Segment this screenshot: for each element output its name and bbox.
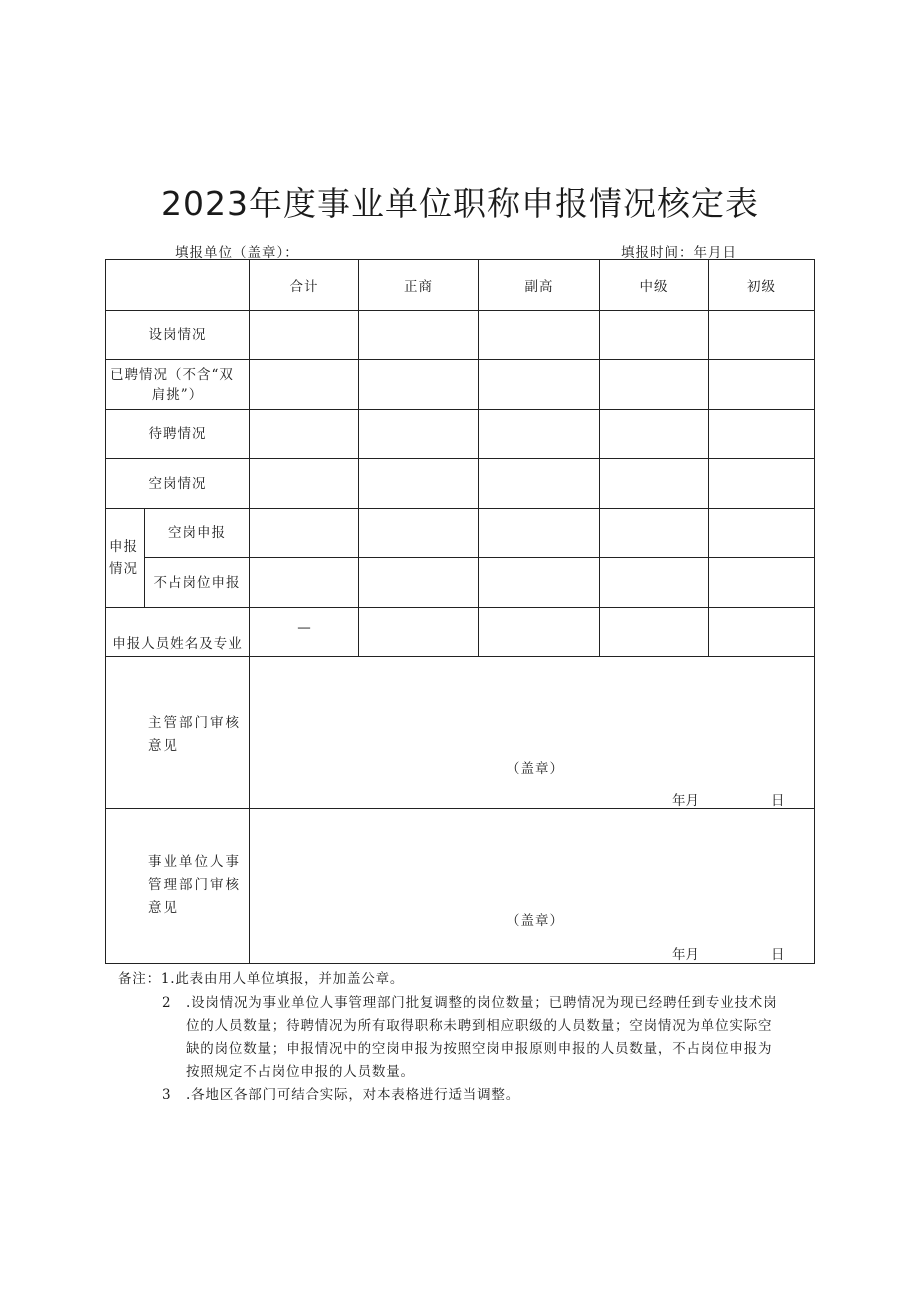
header-senior: 正商 (359, 260, 479, 311)
supervisor-opinion-line1: 主管部门审核 (148, 715, 241, 731)
hr-seal-label: （盖章） (506, 913, 564, 929)
hired-label-line1: 已聘情况（不含“双 (110, 366, 234, 383)
hr-opinion-line1: 事业单位人事 (148, 854, 241, 870)
table-cell[interactable] (600, 410, 709, 459)
header-row (106, 260, 815, 311)
header-intermediate: 中级 (600, 260, 709, 311)
table-cell[interactable] (359, 509, 479, 558)
applicants-total-dash: — (250, 608, 359, 657)
opinion-row-hr (106, 809, 815, 964)
table-cell[interactable] (600, 509, 709, 558)
opinion-row-supervisor (106, 657, 815, 809)
table-cell[interactable] (600, 311, 709, 360)
row-label-non-post-apply: 不占岗位申报 (145, 558, 250, 608)
table-cell[interactable] (479, 459, 600, 509)
table-cell[interactable] (479, 410, 600, 459)
supervisor-opinion-label (148, 712, 241, 758)
corner-cell (106, 260, 250, 311)
header-total: 合计 (250, 260, 359, 311)
header-junior: 初级 (709, 260, 815, 311)
table-cell[interactable] (600, 360, 709, 410)
table-cell[interactable] (709, 608, 815, 657)
hr-date-d: 日 (771, 947, 785, 963)
table-cell[interactable] (600, 459, 709, 509)
table-cell[interactable] (709, 459, 815, 509)
row-label-applicants: 申报人员姓名及专业 (106, 608, 250, 657)
row-label-hired (106, 360, 250, 410)
table-row (106, 558, 815, 608)
table-cell[interactable] (250, 410, 359, 459)
table-cell[interactable] (359, 360, 479, 410)
table-cell[interactable] (359, 558, 479, 608)
table-cell[interactable] (479, 608, 600, 657)
note-2-line2: 位的人员数量；待聘情况为所有取得职称未聘到相应职级的人员数量；空岗情况为单位实际空 (186, 1018, 773, 1034)
table-row (106, 608, 815, 657)
fill-unit-label: 填报单位（盖章）： (175, 245, 299, 261)
hired-label-line2: 肩挑”） (151, 386, 204, 403)
table-cell[interactable] (479, 311, 600, 360)
hr-opinion-line3: 意见 (148, 900, 179, 916)
table-row (106, 360, 815, 410)
note-2-number: 2 (162, 995, 172, 1011)
hr-opinion-label-cell (106, 809, 250, 964)
table-row (106, 410, 815, 459)
table-cell[interactable] (250, 459, 359, 509)
apply-group-line1: 申报 (109, 539, 138, 555)
table-cell[interactable] (359, 410, 479, 459)
table-cell[interactable] (250, 509, 359, 558)
row-label-set-posts: 设岗情况 (106, 311, 250, 360)
hr-opinion-area[interactable] (250, 809, 815, 964)
header-associate-senior: 副高 (479, 260, 600, 311)
row-label-vacant: 空岗情况 (106, 459, 250, 509)
table-cell[interactable] (250, 360, 359, 410)
table-cell[interactable] (359, 608, 479, 657)
note-2-line4: 按照规定不占岗位申报的人员数量。 (186, 1064, 415, 1080)
hr-date-ym: 年月 (672, 947, 699, 963)
row-label-apply-group (106, 509, 145, 608)
supervisor-opinion-line2: 意见 (148, 738, 179, 754)
table-cell[interactable] (359, 459, 479, 509)
note-2-line3: 缺的岗位数量；申报情况中的空岗申报为按照空岗申报原则申报的人员数量，不占岗位申报为 (186, 1041, 773, 1057)
supervisor-date-d: 日 (771, 793, 785, 809)
table-cell[interactable] (250, 311, 359, 360)
table-row (106, 459, 815, 509)
table-cell[interactable] (709, 311, 815, 360)
note-3-line1: .各地区各部门可结合实际，对本表格进行适当调整。 (186, 1087, 520, 1103)
table-cell[interactable] (479, 360, 600, 410)
supervisor-seal-label: （盖章） (506, 761, 564, 777)
fill-time-label: 填报时间：年月日 (621, 245, 737, 261)
table-cell[interactable] (709, 558, 815, 608)
supervisor-date-ym: 年月 (672, 793, 699, 809)
table-cell[interactable] (709, 410, 815, 459)
table-row (106, 311, 815, 360)
note-1: 备注：1.此表由用人单位填报，并加盖公章。 (118, 971, 405, 987)
table-cell[interactable] (250, 558, 359, 608)
verification-table (105, 259, 815, 964)
note-3-number: 3 (162, 1087, 172, 1103)
table-cell[interactable] (709, 509, 815, 558)
apply-group-line2: 情况 (109, 561, 138, 577)
hr-opinion-line2: 管理部门审核 (148, 877, 241, 893)
table-cell[interactable] (479, 509, 600, 558)
supervisor-opinion-area[interactable] (250, 657, 815, 809)
table-cell[interactable] (600, 558, 709, 608)
row-label-vacant-apply: 空岗申报 (145, 509, 250, 558)
table-cell[interactable] (359, 311, 479, 360)
hr-opinion-label (148, 851, 241, 920)
supervisor-opinion-label-cell (106, 657, 250, 809)
table-cell[interactable] (709, 360, 815, 410)
table-cell[interactable] (479, 558, 600, 608)
note-2-line1: .设岗情况为事业单位人事管理部门批复调整的岗位数量；已聘情况为现已经聘任到专业技术岗 (186, 995, 778, 1011)
table-row (106, 509, 815, 558)
table-cell[interactable] (600, 608, 709, 657)
row-label-pending: 待聘情况 (106, 410, 250, 459)
page-title: 2023年度事业单位职称申报情况核定表 (161, 184, 759, 223)
